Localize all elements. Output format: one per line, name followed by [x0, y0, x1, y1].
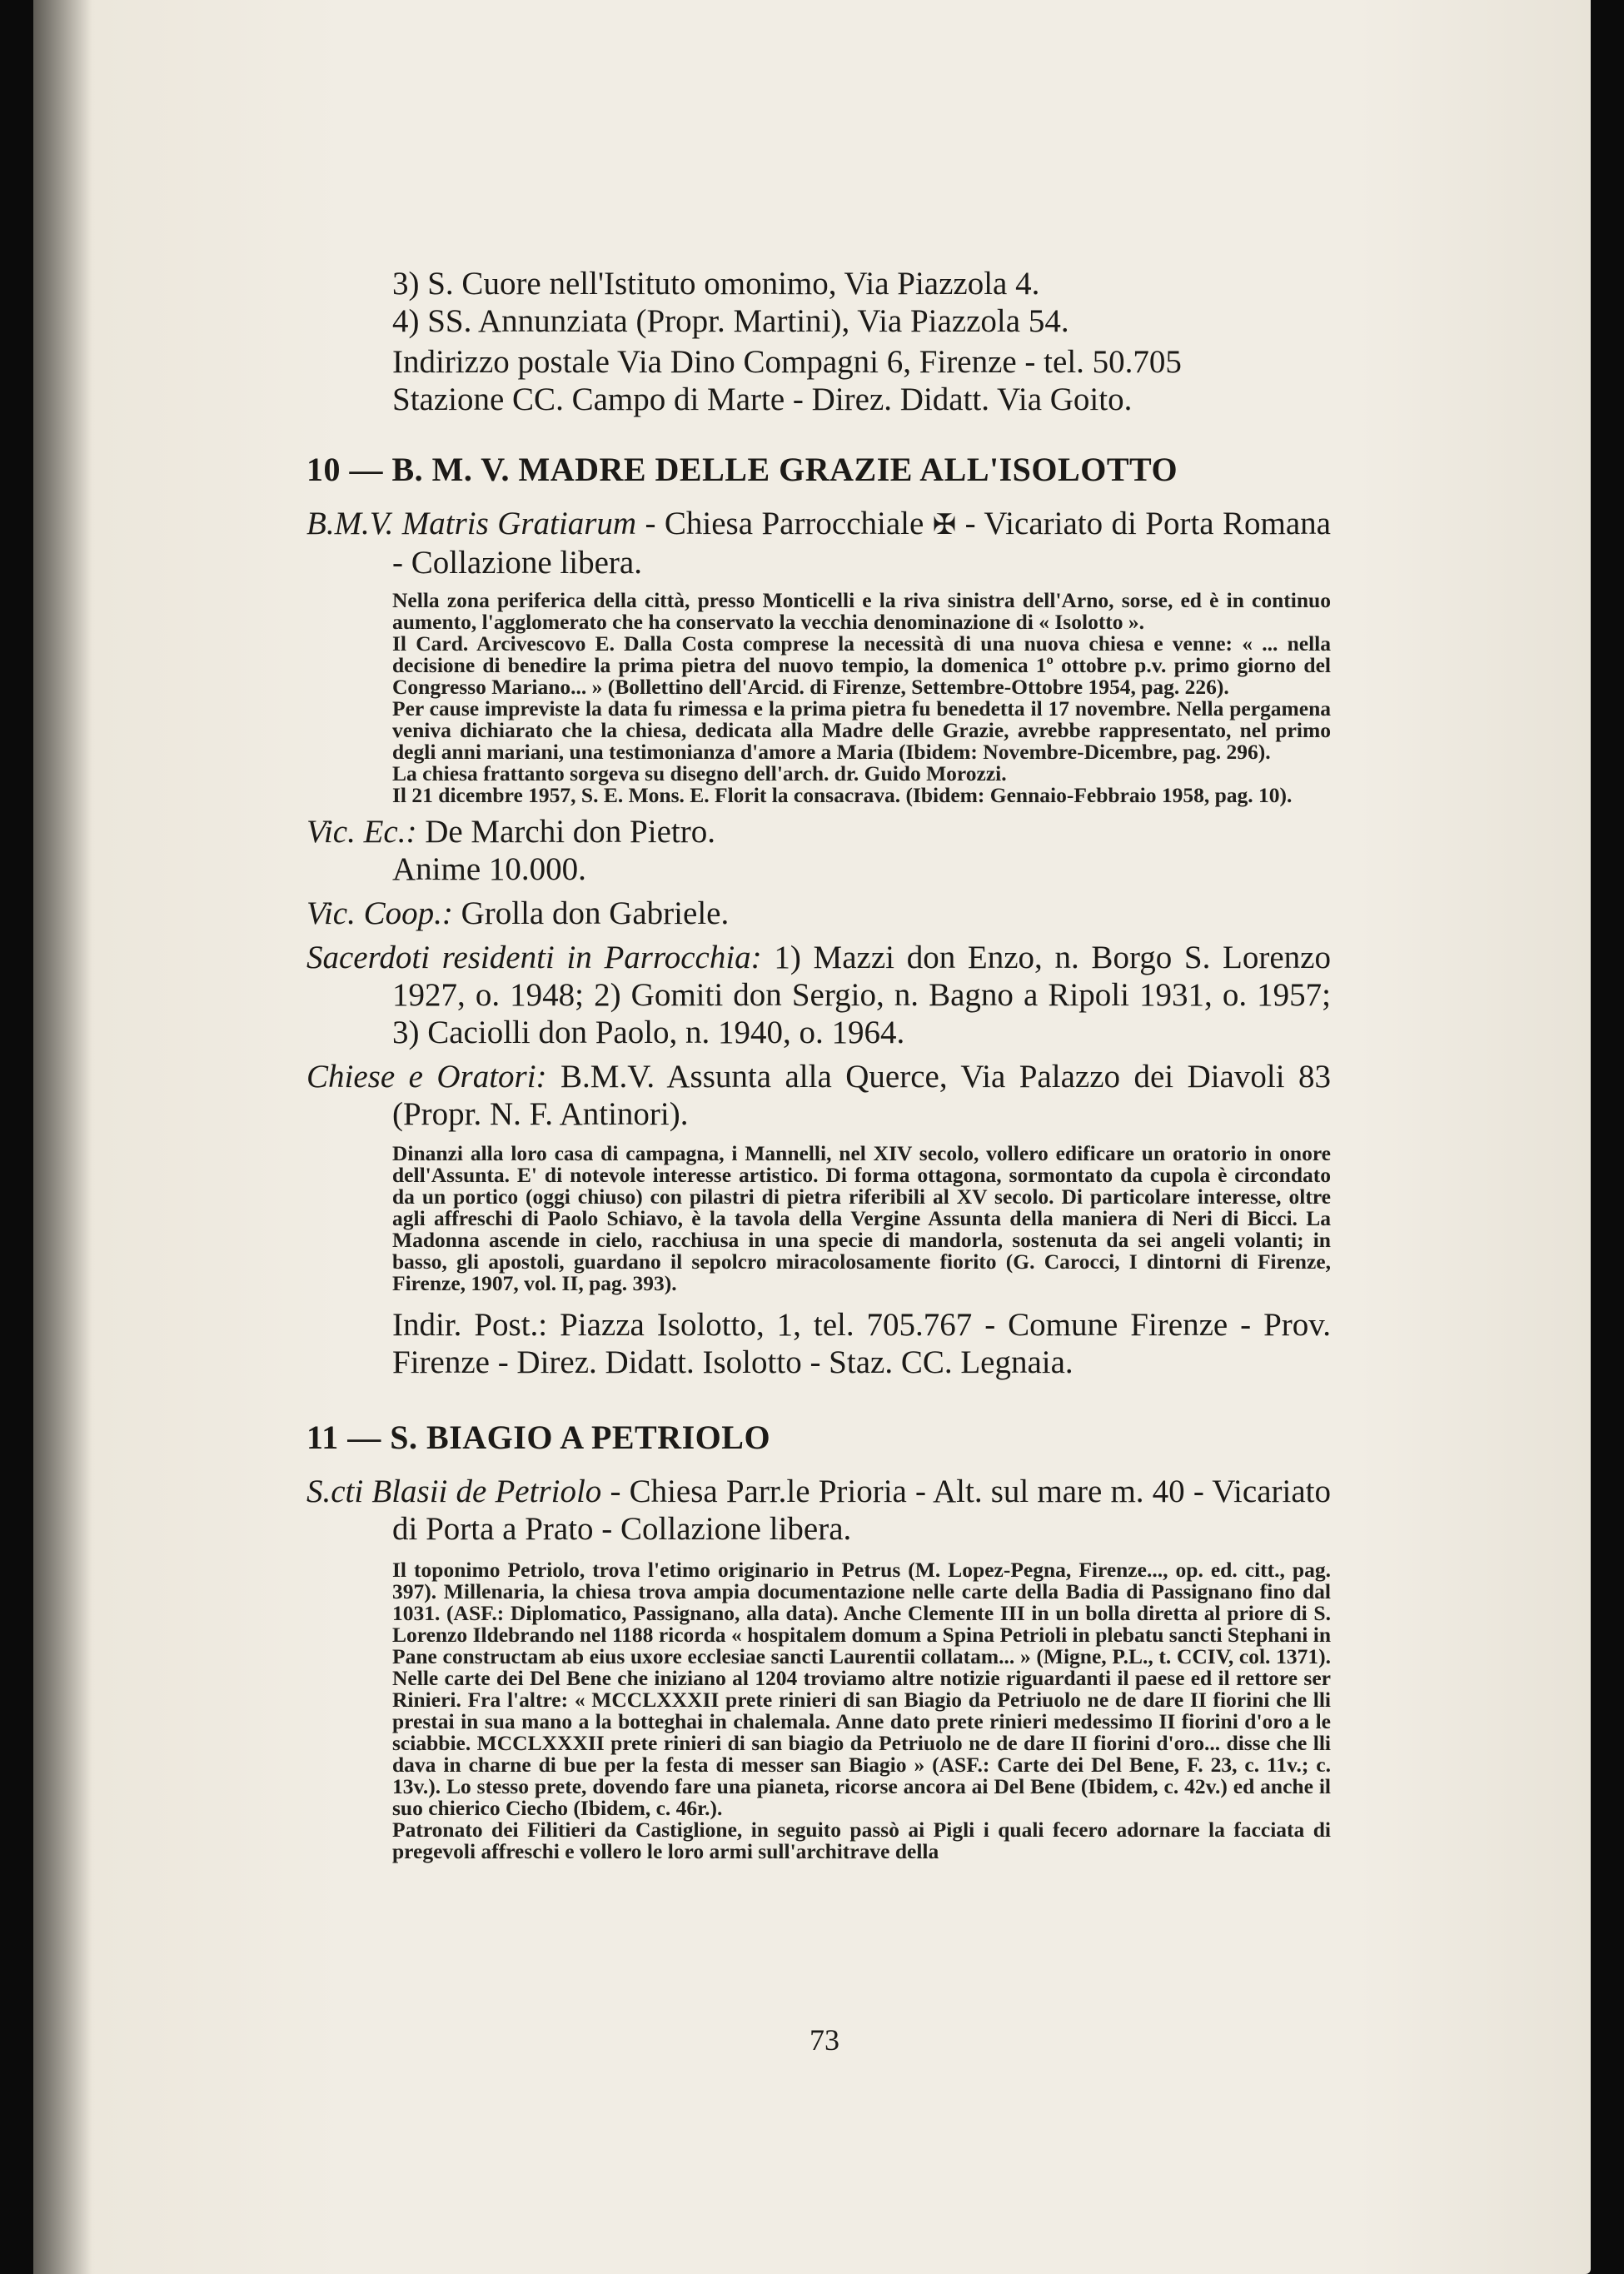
section-10-notes	[306, 590, 1331, 806]
note-paragraph: Dinanzi alla loro casa di campagna, i Mannelli, nel XIV secolo, vollero edificare un oratorio in onore dell'Assunta. E' di notevole interesse artistico. Di forma ottagona, sormontato da cupola è circondato da un portico (oggi chiuso) con pilastri di pietra riferibili al XV secolo. Di particolare interesse, oltre agli affreschi di Paolo Schiavo, è la tavola della Vergine Assunta della maniera di Neri di Bicci. La Madonna ascende in cielo, racchiusa in una specie di mandorla, sostenuta da sei angeli volanti; in basso, gli apostoli, guardano il sepolcro miracolosamente fiorito (G. Carocci, I dintorni di Firenze, Firenze, 1907, vol. II, pag. 393).	[392, 1141, 1331, 1295]
anime-count: Anime 10.000.	[392, 851, 586, 887]
note-paragraph: Patronato dei Filitieri da Castiglione, in seguito passò ai Pigli i quali fecero adornare la facciata di pregevoli affreschi e vollero le loro armi sull'architrave della	[392, 1818, 1331, 1863]
section-10-heading: 10 — B. M. V. MADRE DELLE GRAZIE ALL'ISOLOTTO	[306, 451, 1178, 488]
section-10-title: B.M.V. Matris Gratiarum - Chiesa Parrocchiale ✠ - Vicariato di Porta Romana - Collazione libera.	[306, 506, 1331, 581]
chapel-line-4: 4) SS. Annunziata (Propr. Martini), Via Piazzola 54.	[392, 303, 1069, 339]
page-content	[306, 265, 1331, 1863]
vicario-cooperatore: Vic. Coop.: Grolla don Gabriele.	[306, 895, 730, 931]
vicario-economo: Vic. Ec.: De Marchi don Pietro.	[306, 814, 715, 850]
note-paragraph: La chiesa frattanto sorgeva su disegno dell'arch. dr. Guido Morozzi.	[392, 761, 1007, 785]
cross-icon: ✠	[932, 510, 957, 541]
note-paragraph: Il toponimo Petriolo, trova l'etimo originario in Petrus (M. Lopez-Pegna, Firenze..., op. ed. citt., pag. 397). Millenaria, la chiesa trova ampia documentazione nelle carte della Badia di Passignano fino dal 1031. (ASF.: Diplomatico, Passignano, alla data). Anche Clemente III in un bolla diretta al priore di S. Lorenzo Ildebrando nel 1188 ricorda « hospitalem domum a Spina Petrioli in plebatu sancti Stephani in Pane constructam ab eius uxore ecclesiae sancti Laurentii collatam... » (Migne, P.L., t. CCIV, col. 1371). Nelle carte dei Del Bene che iniziano al 1204 troviamo altre notizie riguardanti il paese ed il rettore ser Rinieri. Fra l'altre: « MCCLXXXII prete rinieri di san Biagio da Petriuolo ne de dare II fiorini che lli prestai in sua mano a la botteghai in chalemala. Anne dato prete rinieri medessimo II fiorini d'oro a le sciabbie. MCCLXXXII prete rinieri di san biagio da Petriuolo ne de dare II fiorini d'oro... disse che lli dava in charne di bue per la festa di messer san Biagio » (ASF.: Carte dei Del Bene, F. 23, c. 11v.; c. 13v.). Lo stesso prete, dovendo fare una pianeta, ricorse ancora ai Del Bene (Ibidem, c. 42v.) ed anche il suo chierico Ciecho (Ibidem, c. 46r.).	[392, 1558, 1331, 1820]
section-11-heading: 11 — S. BIAGIO A PETRIOLO	[306, 1419, 771, 1456]
latin-title: S.cti Blasii de Petriolo	[306, 1474, 602, 1509]
note-paragraph: Nella zona periferica della città, presso Monticelli e la riva sinistra dell'Arno, sorse, ed è in continuo aumento, l'agglomerato che ha conservato la vecchia denominazione di « Isolotto ».	[392, 588, 1331, 634]
note-paragraph: Il 21 dicembre 1957, S. E. Mons. E. Florit la consacrava. (Ibidem: Gennaio-Febbraio 1958, pag. 10).	[392, 783, 1293, 807]
churches-oratories: Chiese e Oratori: B.M.V. Assunta alla Querce, Via Palazzo dei Diavoli 83 (Propr. N. F. Antinori).	[306, 1059, 1331, 1132]
note-paragraph: Per cause impreviste la data fu rimessa e la prima pietra fu benedetta il 17 novembre. Nella pergamena veniva dichiarato che la chiesa, dedicata alla Madre delle Grazie, avrebbe rappresentato, nel primo degli anni mariani, una testimonianza d'amore a Maria (Ibidem: Novembre-Dicembre, pag. 296).	[392, 696, 1331, 764]
resident-priests: Sacerdoti residenti in Parrocchia: 1) Mazzi don Enzo, n. Borgo S. Lorenzo 1927, o. 1948; 2) Gomiti don Sergio, n. Bagno a Ripoli 1931, o. 1957; 3) Caciolli don Paolo, n. 1940, o. 1964.	[306, 940, 1331, 1050]
station-line: Stazione CC. Campo di Marte - Direz. Didatt. Via Goito.	[392, 381, 1133, 417]
oratory-note	[306, 1143, 1331, 1294]
note-paragraph: Il Card. Arcivescovo E. Dalla Costa comprese la necessità di una nuova chiesa e venne: « ... nella decisione di benedire la prima pietra del nuovo tempio, la domenica 1º ottobre p.v. primo giorno del Congresso Mariano... » (Bollettino dell'Arcid. di Firenze, Settembre-Ottobre 1954, pag. 226).	[392, 631, 1331, 699]
binding-shadow	[33, 0, 92, 2274]
page-number: 73	[810, 2023, 839, 2057]
section-11-notes	[306, 1559, 1331, 1863]
chapel-line-3: 3) S. Cuore nell'Istituto omonimo, Via Piazzola 4.	[392, 266, 1040, 302]
section-10-address: Indir. Post.: Piazza Isolotto, 1, tel. 705.767 - Comune Firenze - Prov. Firenze - Direz. Didatt. Isolotto - Staz. CC. Legnaia.	[392, 1307, 1331, 1380]
latin-title: B.M.V. Matris Gratiarum	[306, 506, 637, 541]
top-block	[306, 265, 1331, 418]
section-11-title: S.cti Blasii de Petriolo - Chiesa Parr.le Prioria - Alt. sul mare m. 40 - Vicariato di Porta a Prato - Collazione libera.	[306, 1474, 1331, 1547]
postal-address: Indirizzo postale Via Dino Compagni 6, Firenze - tel. 50.705	[392, 344, 1182, 380]
